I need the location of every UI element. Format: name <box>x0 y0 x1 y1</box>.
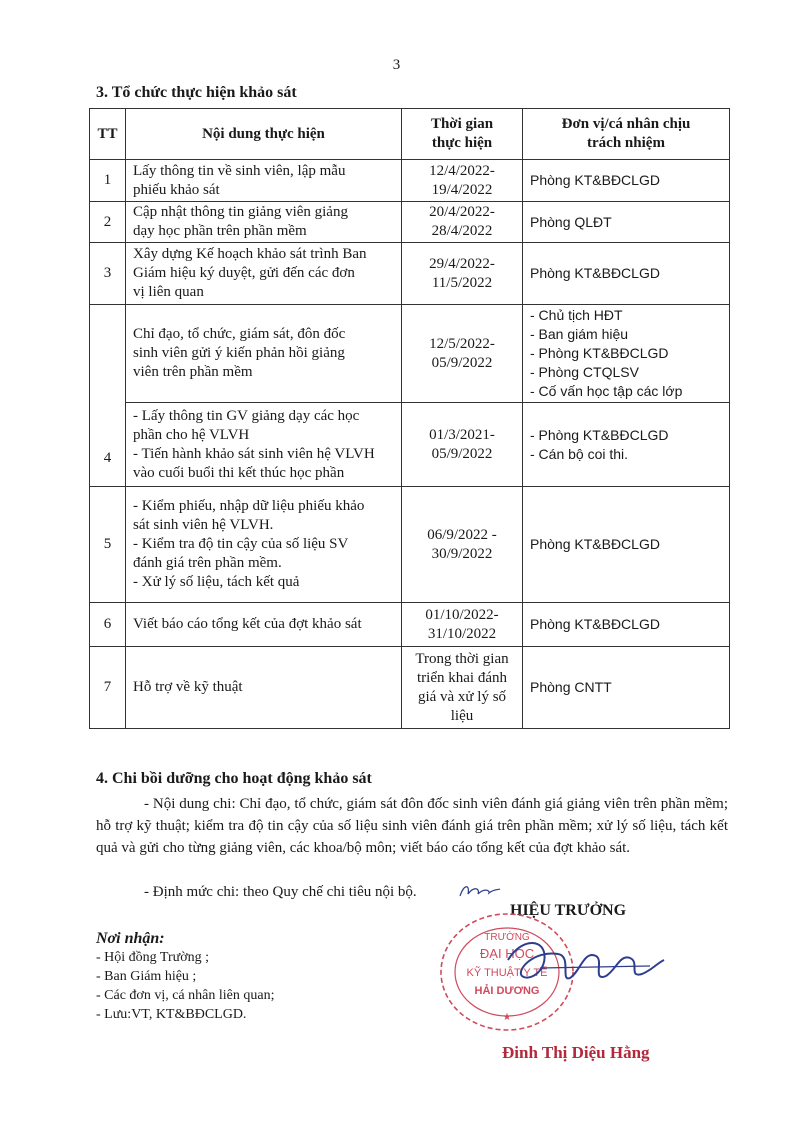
section-3-heading: 3. Tổ chức thực hiện khảo sát <box>96 84 297 101</box>
cell-unit-line: Phòng KT&BĐCLGD <box>530 536 660 552</box>
cell-content-line: phiếu khảo sát <box>133 181 220 198</box>
cell-content-line: vào cuối buổi thi kết thúc học phần <box>133 464 345 481</box>
table-row <box>90 305 730 403</box>
header-time-line1: Thời gian <box>430 116 494 132</box>
header-unit <box>523 109 730 160</box>
cell-time-line: triển khai đánh <box>417 669 507 686</box>
cell-tt: 7 <box>90 647 126 729</box>
cell-unit-line: - Phòng KT&BĐCLGD <box>530 426 669 443</box>
cell-unit <box>523 487 730 603</box>
paragraph-dinh-muc-chi: - Định mức chi: theo Quy chế chi tiêu nội bộ. <box>144 884 417 900</box>
cell-tt: 6 <box>90 603 126 647</box>
cell-content-line: sinh viên gửi ý kiến phản hồi giảng <box>133 345 345 361</box>
cell-content <box>126 305 402 403</box>
cell-time <box>402 160 523 202</box>
cell-tt: 2 <box>90 202 126 243</box>
cell-unit <box>523 305 730 403</box>
header-unit-line2: trách nhiệm <box>587 135 665 151</box>
cell-unit <box>523 243 730 305</box>
table-row <box>90 647 730 729</box>
seal-text: HẢI DƯƠNG <box>474 985 540 997</box>
cell-unit-line: Phòng KT&BĐCLGD <box>530 172 660 188</box>
cell-time-line: giá và xử lý số <box>417 688 507 705</box>
cell-content-line: - Kiểm tra độ tin cậy của số liệu SV <box>133 536 349 552</box>
seal-text: ĐẠI HỌC <box>479 946 535 961</box>
cell-content-line: phần cho hệ VLVH <box>133 426 250 443</box>
cell-time <box>402 647 523 729</box>
cell-tt: 1 <box>90 160 126 202</box>
cell-unit-line: - Phòng CTQLSV <box>530 364 639 380</box>
cell-time-line: 01/10/2022- <box>425 606 499 623</box>
cell-content <box>126 603 402 647</box>
page-number: 3 <box>392 57 401 73</box>
cell-unit-line: - Cố vấn học tập các lớp <box>530 383 683 399</box>
cell-content-line: Cập nhật thông tin giảng viên giảng <box>133 204 348 220</box>
cell-time <box>402 243 523 305</box>
cell-tt: 3 <box>90 243 126 305</box>
cell-content-line: Hỗ trợ về kỹ thuật <box>133 679 243 695</box>
recipient-item: - Lưu:VT, KT&BĐCLGD. <box>96 1007 247 1022</box>
cell-unit-line: Phòng KT&BĐCLGD <box>530 265 660 281</box>
cell-unit <box>523 202 730 243</box>
principal-title: HIỆU TRƯỞNG <box>510 902 627 919</box>
cell-content-line: sát sinh viên hệ VLVH. <box>133 517 274 533</box>
initial-mark <box>456 880 504 902</box>
cell-time <box>402 603 523 647</box>
cell-unit <box>523 160 730 202</box>
cell-time <box>402 487 523 603</box>
cell-unit-line: Phòng QLĐT <box>530 213 612 230</box>
signature <box>500 920 670 1010</box>
cell-unit-line: Phòng CNTT <box>530 679 612 695</box>
cell-content-line: - Tiến hành khảo sát sinh viên hệ VLVH <box>133 445 375 462</box>
cell-time-line: 28/4/2022 <box>431 223 493 239</box>
cell-time <box>402 305 523 403</box>
cell-unit-line: - Cán bộ coi thi. <box>530 445 629 462</box>
table-row <box>90 243 730 305</box>
cell-unit <box>523 403 730 487</box>
section-4-heading: 4. Chi bồi dưỡng cho hoạt động khảo sát <box>96 770 372 787</box>
cell-content-line: Lấy thông tin về sinh viên, lập mẫu <box>133 162 346 179</box>
cell-time-line: 01/3/2021- <box>429 426 495 443</box>
signer-name: Đinh Thị Diệu Hằng <box>502 1043 650 1062</box>
cell-tt: 5 <box>90 487 126 603</box>
cell-content <box>126 202 402 243</box>
table-row <box>90 202 730 243</box>
table-row <box>90 403 730 487</box>
recipient-item: - Các đơn vị, cá nhân liên quan; <box>96 988 275 1003</box>
cell-content-line: vị liên quan <box>133 284 204 300</box>
cell-time-line: 19/4/2022 <box>431 181 493 198</box>
cell-time-line: Trong thời gian <box>415 650 509 667</box>
cell-content <box>126 243 402 305</box>
cell-content-line: Viết báo cáo tổng kết của đợt khảo sát <box>133 616 362 632</box>
table-header-row <box>90 109 730 160</box>
cell-time-line: 05/9/2022 <box>431 354 493 371</box>
cell-tt: 4 <box>90 305 126 487</box>
cell-content <box>126 160 402 202</box>
cell-content-line: Giám hiệu ký duyệt, gửi đến các đơn <box>133 265 355 281</box>
header-time-line2: thực hiện <box>431 135 493 151</box>
cell-content <box>126 487 402 603</box>
recipients-label: Nơi nhận: <box>96 930 165 947</box>
recipient-item: - Hội đồng Trường ; <box>96 950 210 965</box>
cell-time <box>402 202 523 243</box>
cell-content-line: đánh giá trên phần mềm. <box>133 555 282 571</box>
header-content: Nội dung thực hiện <box>126 109 402 160</box>
table-row <box>90 160 730 202</box>
cell-unit-line: - Ban giám hiệu <box>530 326 629 342</box>
cell-content-line: dạy học phần trên phần mềm <box>133 223 307 239</box>
svg-text:★: ★ <box>502 1012 512 1023</box>
recipients-block <box>96 929 274 1024</box>
header-tt: TT <box>90 109 126 160</box>
cell-content-line: - Lấy thông tin GV giảng dạy các học <box>133 407 360 424</box>
cell-content-line: - Xử lý số liệu, tách kết quả <box>133 574 300 590</box>
cell-time-line: 12/4/2022- <box>429 162 495 179</box>
paragraph-content-chi: - Nội dung chi: Chỉ đạo, tổ chức, giám sát đôn đốc sinh viên đánh giá giảng viên trên phần mềm; hỗ trợ kỹ thuật; kiểm tra độ tin cậy của số liệu sinh viên đánh giá trên phần mềm; xử lý số liệu, tách kết quả và gửi cho từng giảng viên, các khoa/bộ môn; viết báo cáo tổng kết của đợt khảo sát. <box>96 796 728 856</box>
header-unit-line1: Đơn vị/cá nhân chịu <box>561 116 691 132</box>
cell-unit-line: - Chủ tịch HĐT <box>530 307 623 323</box>
cell-unit-line: - Phòng KT&BĐCLGD <box>530 345 669 361</box>
seal-text: KỸ THUẬT Y TẾ <box>466 967 548 979</box>
table-row <box>90 603 730 647</box>
cell-time-line: 20/4/2022- <box>429 204 495 220</box>
implementation-table <box>89 108 730 729</box>
cell-unit-line: Phòng KT&BĐCLGD <box>530 616 660 632</box>
cell-time-line: 05/9/2022 <box>431 445 493 462</box>
cell-unit <box>523 603 730 647</box>
cell-content <box>126 647 402 729</box>
seal-text: TRƯỜNG <box>484 932 530 943</box>
recipient-item: - Ban Giám hiệu ; <box>96 969 197 984</box>
cell-time <box>402 403 523 487</box>
cell-time-line: 29/4/2022- <box>429 255 495 272</box>
table-row <box>90 487 730 603</box>
cell-content <box>126 403 402 487</box>
cell-time-line: 12/5/2022- <box>429 335 495 352</box>
cell-time-line: 31/10/2022 <box>427 625 497 642</box>
cell-time-line: 06/9/2022 - <box>427 526 497 543</box>
cell-content-line: Chỉ đạo, tổ chức, giám sát, đôn đốc <box>133 326 346 342</box>
cell-content-line: viên trên phần mềm <box>133 364 253 380</box>
cell-unit <box>523 647 730 729</box>
cell-time-line: 11/5/2022 <box>431 274 493 291</box>
cell-time-line: 30/9/2022 <box>431 545 493 562</box>
header-time <box>402 109 523 160</box>
cell-content-line: - Kiểm phiếu, nhập dữ liệu phiếu khảo <box>133 498 365 514</box>
cell-content-line: Xây dựng Kế hoạch khảo sát trình Ban <box>133 246 367 262</box>
cell-time-line: liệu <box>450 707 474 724</box>
